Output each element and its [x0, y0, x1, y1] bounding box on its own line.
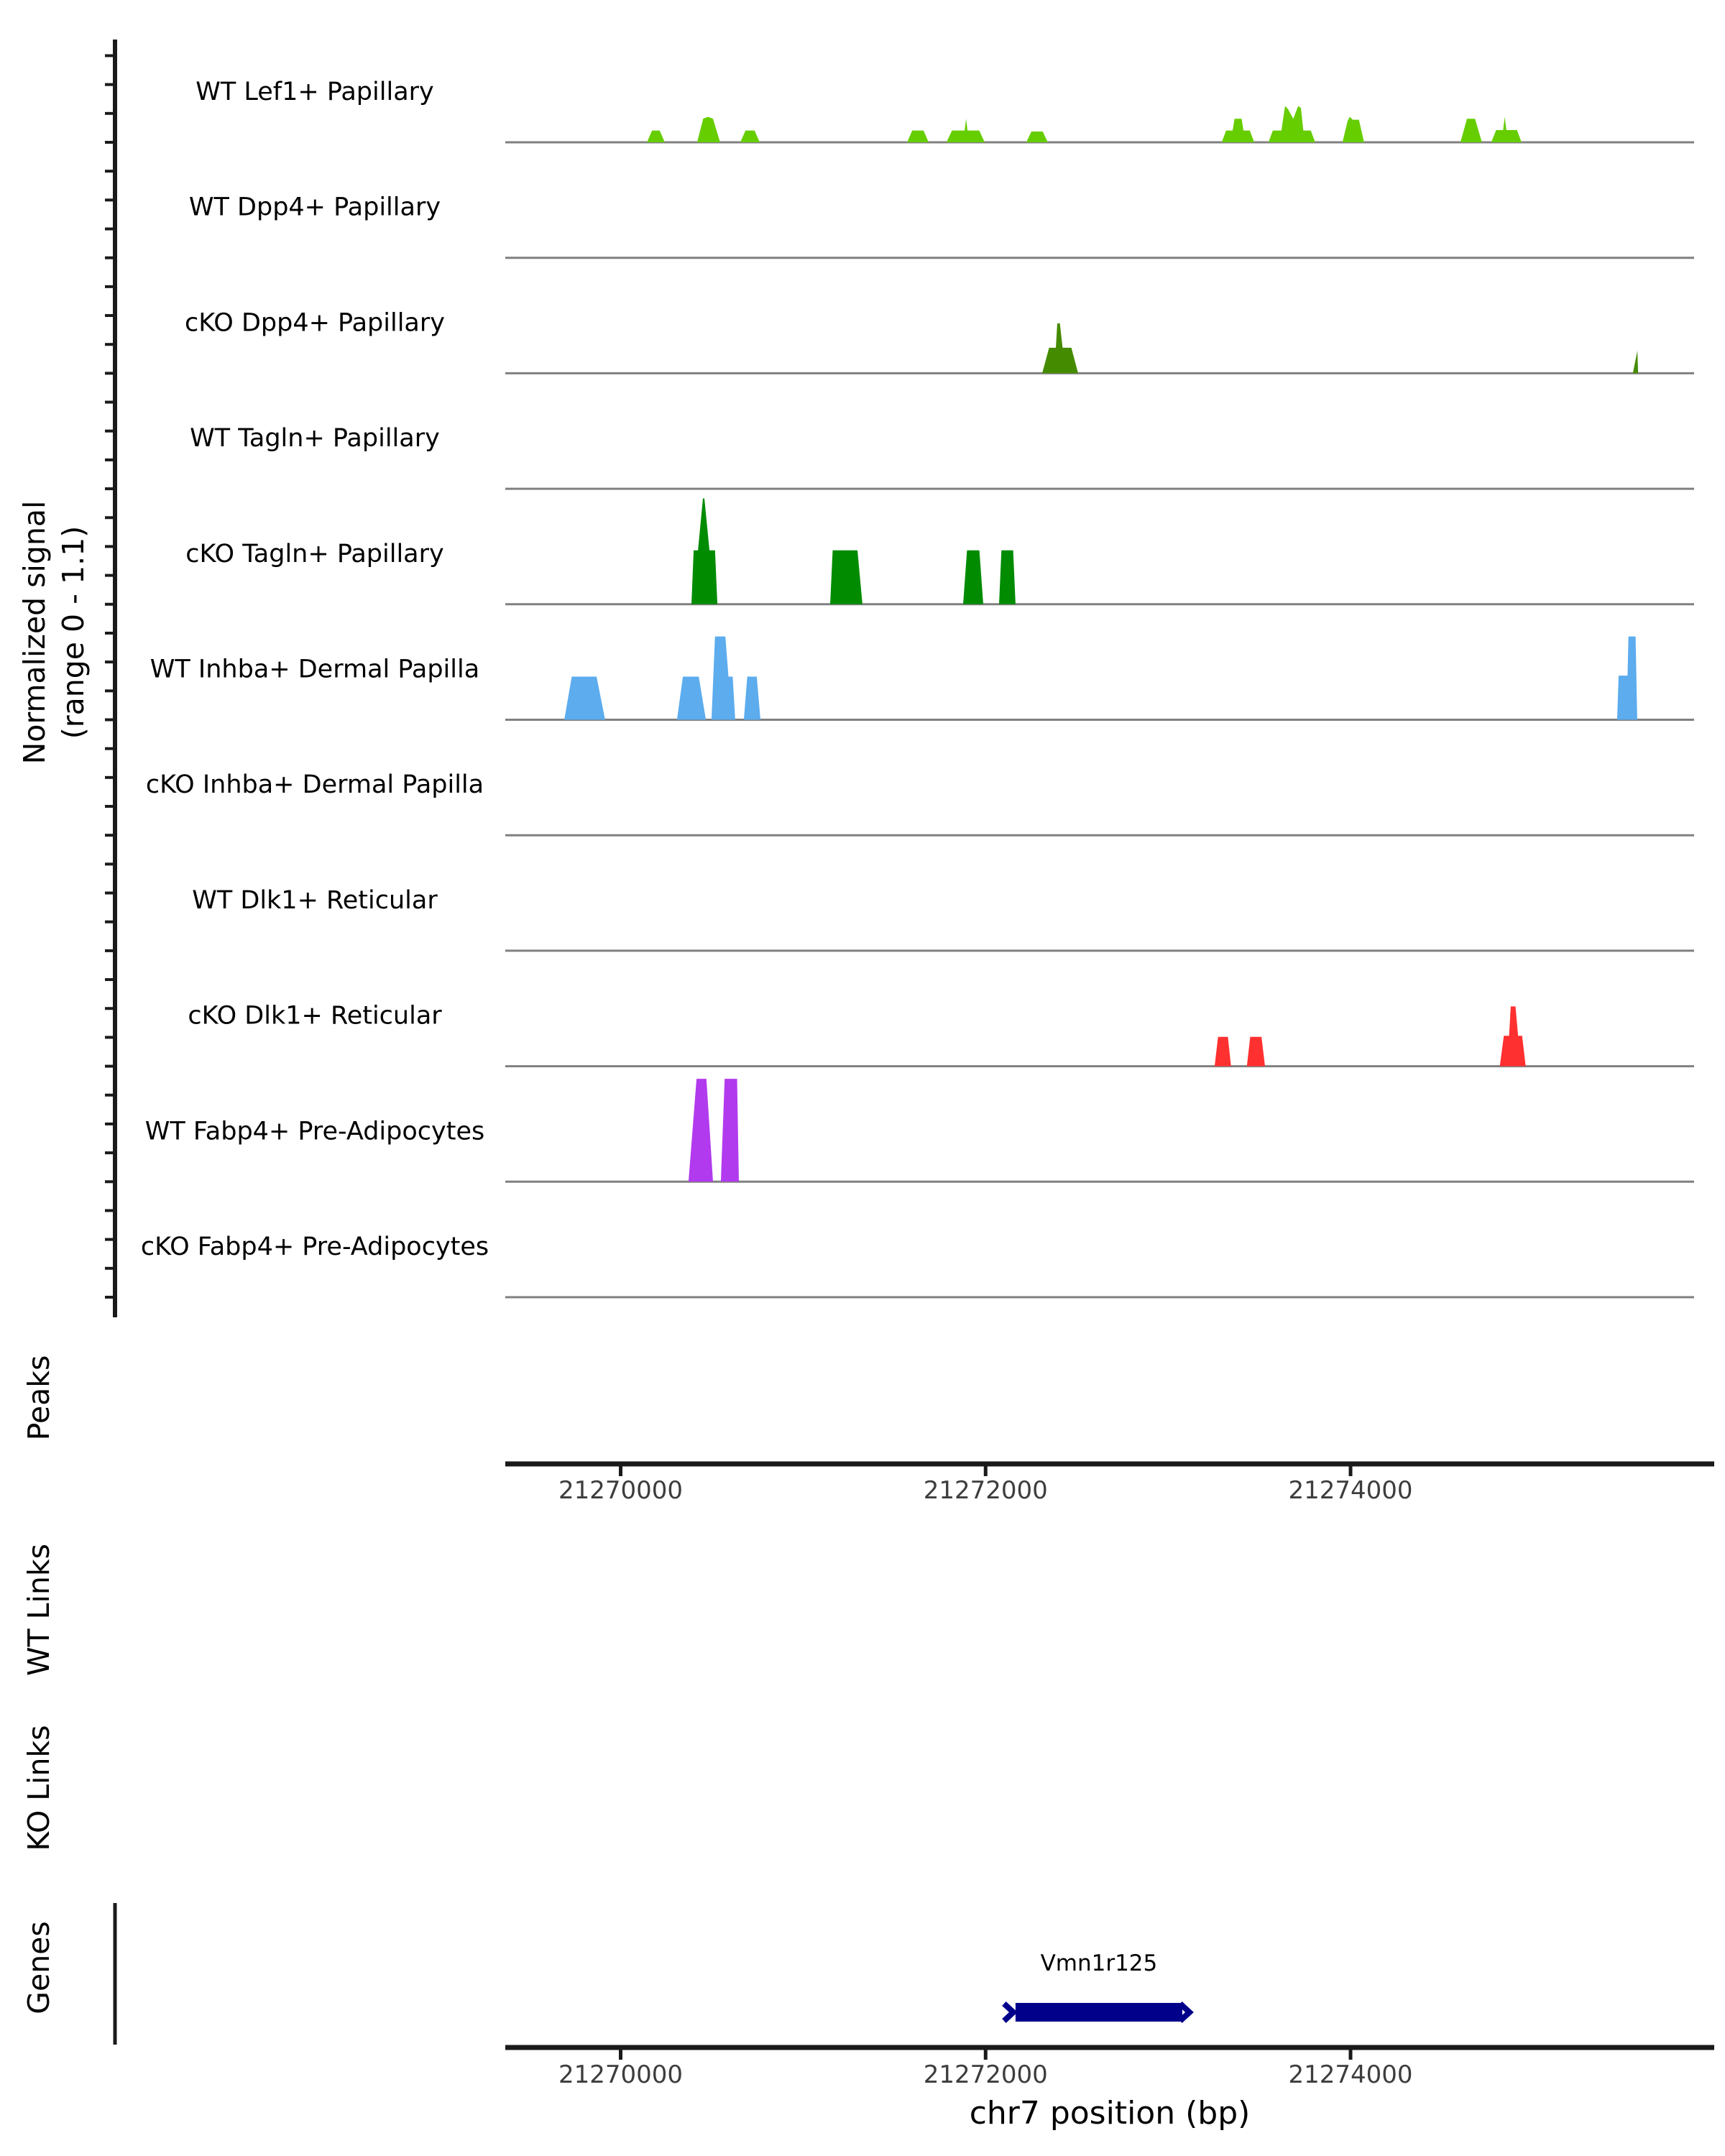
gene-label: Vmn1r125: [1040, 1950, 1158, 1976]
signal-peak: [744, 677, 760, 720]
signal-peaks-layer: [564, 106, 1638, 1182]
signal-peak: [1633, 351, 1638, 373]
signal-peak: [1247, 1037, 1265, 1067]
signal-peak: [689, 1079, 713, 1181]
track-label-wt-tagln: WT Tagln+ Papillary: [190, 424, 440, 453]
axes-layer: [105, 40, 1714, 2089]
ko-links-section-label: KO Links: [22, 1725, 56, 1851]
signal-peak: [1026, 132, 1048, 142]
signal-peak: [721, 1079, 739, 1181]
signal-peak: [963, 550, 983, 604]
bottom-axis-tick-label: 21274000: [1288, 2060, 1413, 2089]
track-label-cko-dlk1: cKO Dlk1+ Reticular: [188, 1001, 442, 1031]
peaks-axis-tick-label: 21270000: [558, 1476, 684, 1505]
bottom-axis-tick-label: 21270000: [558, 2060, 684, 2089]
wt-links-section-label: WT Links: [22, 1544, 56, 1676]
signal-peak: [1222, 119, 1254, 142]
signal-peak: [740, 131, 760, 142]
signal-peak: [1215, 1037, 1231, 1067]
bottom-axis-tick-label: 21272000: [923, 2060, 1048, 2089]
track-label-cko-fabp4: cKO Fabp4+ Pre-Adipocytes: [140, 1233, 489, 1261]
track-label-cko-dpp4: cKO Dpp4+ Papillary: [185, 308, 445, 338]
peaks-axis-tick-label: 21274000: [1288, 1476, 1413, 1505]
peaks-axis-tick-label: 21272000: [923, 1476, 1048, 1505]
track-label-wt-fabp4: WT Fabp4+ Pre-Adipocytes: [144, 1117, 485, 1146]
signal-peak: [691, 499, 717, 604]
signal-peak: [697, 117, 720, 143]
x-axis-title: chr7 position (bp): [969, 2095, 1251, 2132]
track-label-wt-inhba: WT Inhba+ Dermal Papilla: [150, 655, 480, 684]
signal-peak: [1269, 106, 1315, 143]
peaks-section-label: Peaks: [22, 1355, 56, 1441]
signal-peak: [999, 550, 1016, 604]
y-axis-label-line2: (range 0 - 1.1): [56, 525, 91, 740]
signal-peak: [1500, 1006, 1526, 1066]
signal-peak: [1617, 637, 1637, 720]
y-axis-label-line1: Normalized signal: [17, 500, 52, 765]
genes-section-label: Genes: [22, 1921, 56, 2014]
signal-peak: [647, 131, 665, 142]
signal-peak: [1042, 323, 1078, 374]
gene-layer: [1004, 1950, 1190, 2022]
signal-peak: [564, 677, 605, 720]
signal-peak: [677, 677, 706, 720]
track-label-cko-tagln: cKO Tagln+ Papillary: [185, 539, 444, 568]
signal-peak: [830, 550, 862, 604]
signal-peak: [1343, 117, 1364, 143]
track-label-cko-inhba: cKO Inhba+ Dermal Papilla: [145, 770, 484, 800]
gene-strand-arrow: [1004, 2004, 1013, 2021]
signal-peak: [947, 119, 985, 142]
signal-peak: [712, 637, 735, 720]
signal-peak: [1460, 119, 1482, 142]
track-label-wt-dpp4: WT Dpp4+ Papillary: [188, 193, 441, 222]
signal-peak: [907, 131, 929, 142]
track-label-wt-lef1: WT Lef1+ Papillary: [196, 78, 434, 106]
signal-peak: [1491, 117, 1522, 143]
gene-body: [1016, 2003, 1182, 2022]
track-label-wt-dlk1: WT Dlk1+ Reticular: [192, 885, 438, 915]
